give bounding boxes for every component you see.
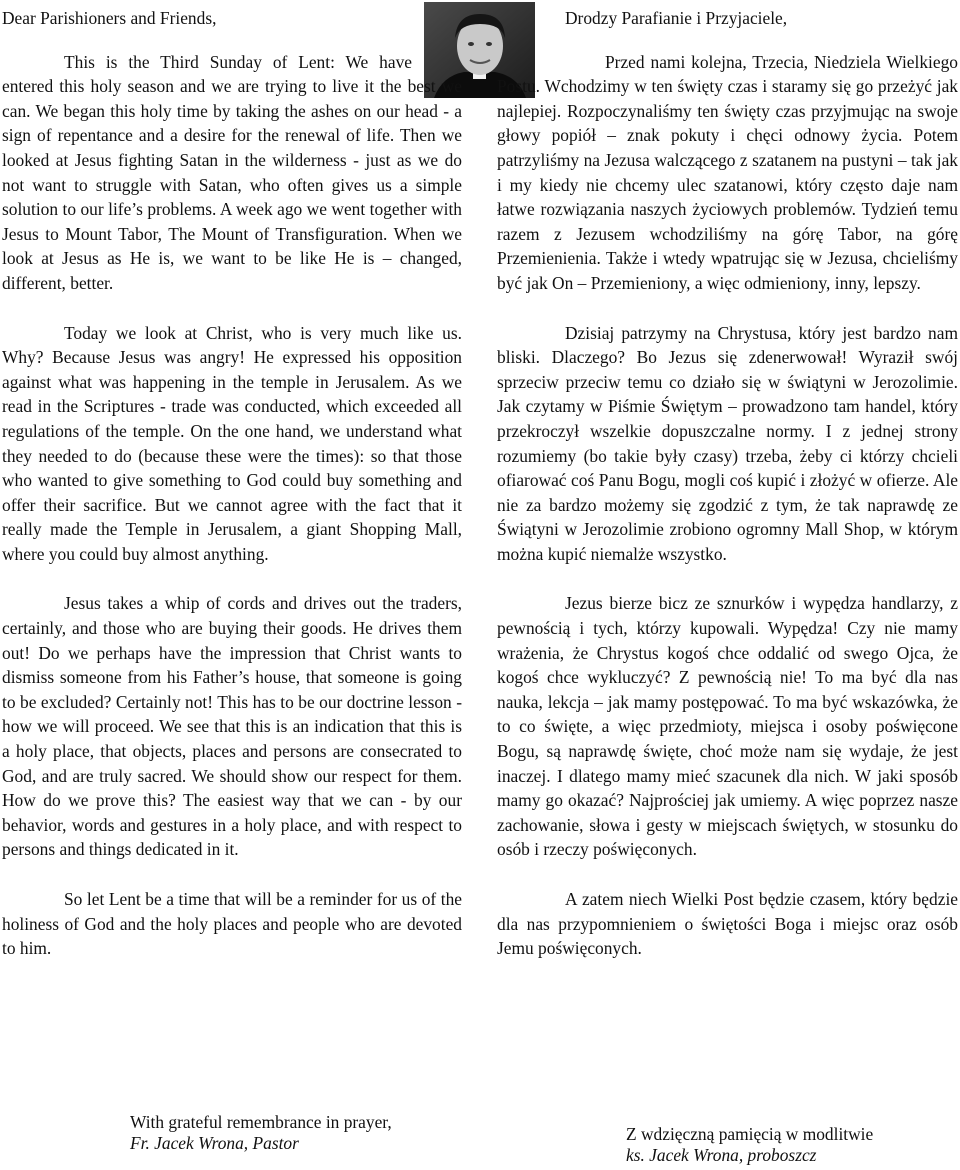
polish-column [497,0,958,986]
polish-paragraph: A zatem niech Wielki Post będzie czasem, który będzie dla nas przypomnieniem o świętości Boga i miejsc oraz osób Jemu poświęconych. [497,889,958,959]
polish-signature: ks. Jacek Wrona, proboszcz [626,1145,817,1165]
english-column [2,0,462,986]
polish-signature-block [626,1124,873,1166]
english-paragraph: Today we look at Christ, who is very much like us. Why? Because Jesus was angry! He expressed his opposition against what was happening in the temple in Jerusalem. As we read in the Scriptures - trade was conducted, which exceeded all regulations of the temple. On the one hand, we understand what they needed to do (because these were the times): so that those who wanted to give something to God could buy something and offer their sacrifice. But we cannot agree with the fact that it really made the Temple in Jerusalem, a giant Shopping Mall, where you could buy almost anything. [2,322,462,564]
english-signature: Fr. Jacek Wrona, Pastor [130,1133,299,1153]
english-greeting: Dear Parishioners and Friends, [2,8,217,28]
english-signature-block [130,1112,392,1154]
polish-greeting: Drodzy Parafianie i Przyjaciele, [565,8,788,28]
english-paragraph: This is the Third Sunday of Lent: We have entered this holy season and we are trying to live it the best we can. We began this holy time by taking the ashes on our head - a sign of repentance and a desire for the renewal of life. Then we looked at Jesus fighting Satan in the wilderness - just as we do not want to struggle with Satan, who often gives us a simple solution to our life’s problems. A week ago we went together with Jesus to Mount Tabor, The Mount of Transfiguration. When we look at Jesus as He is, we want to be like He is – changed, different, better. [2,51,462,293]
english-paragraph: So let Lent be a time that will be a reminder for us of the holiness of God and the holy places and people who are devoted to him. [2,889,462,959]
polish-paragraph: Jezus bierze bicz ze sznurków i wypędza handlarzy, z pewnością i tych, którzy kupowali. Wypędza! Czy nie mamy wrażenia, że Chrystus kogoś chce oddalić od swego Ojca, że kogoś chce wykluczyć? Z pewnością nie! To ma być dla nas nauka, lekcja – jak mamy postępować. To ma być wskazówka, że to co święte, a więc przedmioty, miejsca i osoby poświęcone Bogu, są naprawdę święte, choć może nam się wydaje, że jest inaczej. I dlatego mamy mieć szacunek dla nich. W jaki sposób mamy go okazać? Najprościej jak umiemy. A więc poprzez nasze zachowanie, słowa i gesty w miejscach świętych, w stosunku do osób i rzeczy poświęconych. [497,593,958,860]
polish-paragraph: Przed nami kolejna, Trzecia, Niedziela Wielkiego Postu. Wchodzimy w ten święty czas i staramy się go przeżyć jak najlepiej. Rozpoczynaliśmy ten święty czas przyjmując na swoje głowy popiół – znak pokuty i chęci odnowy życia. Potem patrzyliśmy na Jezusa walczącego z szatanem na pustyni – tak jak i my kiedy nie chcemy ulec szatanowi, który często daje nam łatwe rozwiązania naszych życiowych problemów. Tydzień temu razem z Jezusem wchodziliśmy na górę Tabor, na górę Przemienienia. Także i wtedy wpatrując się w Jezusa, chcieliśmy być jak On – Przemieniony, a więc odmieniony, inny, lepszy. [497,51,958,293]
polish-paragraph: Dzisiaj patrzymy na Chrystusa, który jest bardzo nam bliski. Dlaczego? Bo Jezus się zdenerwował! Wyraził swój sprzeciw przeciw temu co działo się w świątyni w Jerozolimie. Jak czytamy w Piśmie Świętym – prowadzono tam handel, który przekroczył wszelkie dopuszczalne normy. I z jednej strony rozumiemy (bo takie były czasy) trzeba, żeby ci którzy chcieli ofiarować coś Panu Bogu, mogli coś kupić i złożyć w ofierze. Ale nie za bardzo możemy się zgodzić z tym, że tak naprawdę ze Świątyni w Jerozolimie zrobiono ogromny Mall Shop, w którym można kupić niemalże wszystko. [497,322,958,564]
english-paragraph: Jesus takes a whip of cords and drives out the traders, certainly, and those who are buying their goods. He drives them out! Do we perhaps have the impression that Christ wants to dismiss someone from his Father’s house, that someone is going to be excluded? Certainly not! This has to be our doctrine lesson - how we will proceed. We see that this is an indication that this is a holy place, that objects, places and persons are consecrated to God, and are truly sacred. We should show our respect for them. How do we prove this? The easiest way that we can - by our behavior, words and gestures in a holy place, and with respect to persons and things dedicated in it. [2,593,462,860]
polish-closing: Z wdzięczną pamięcią w modlitwie [626,1124,874,1144]
english-closing: With grateful remembrance in prayer, [130,1112,392,1132]
